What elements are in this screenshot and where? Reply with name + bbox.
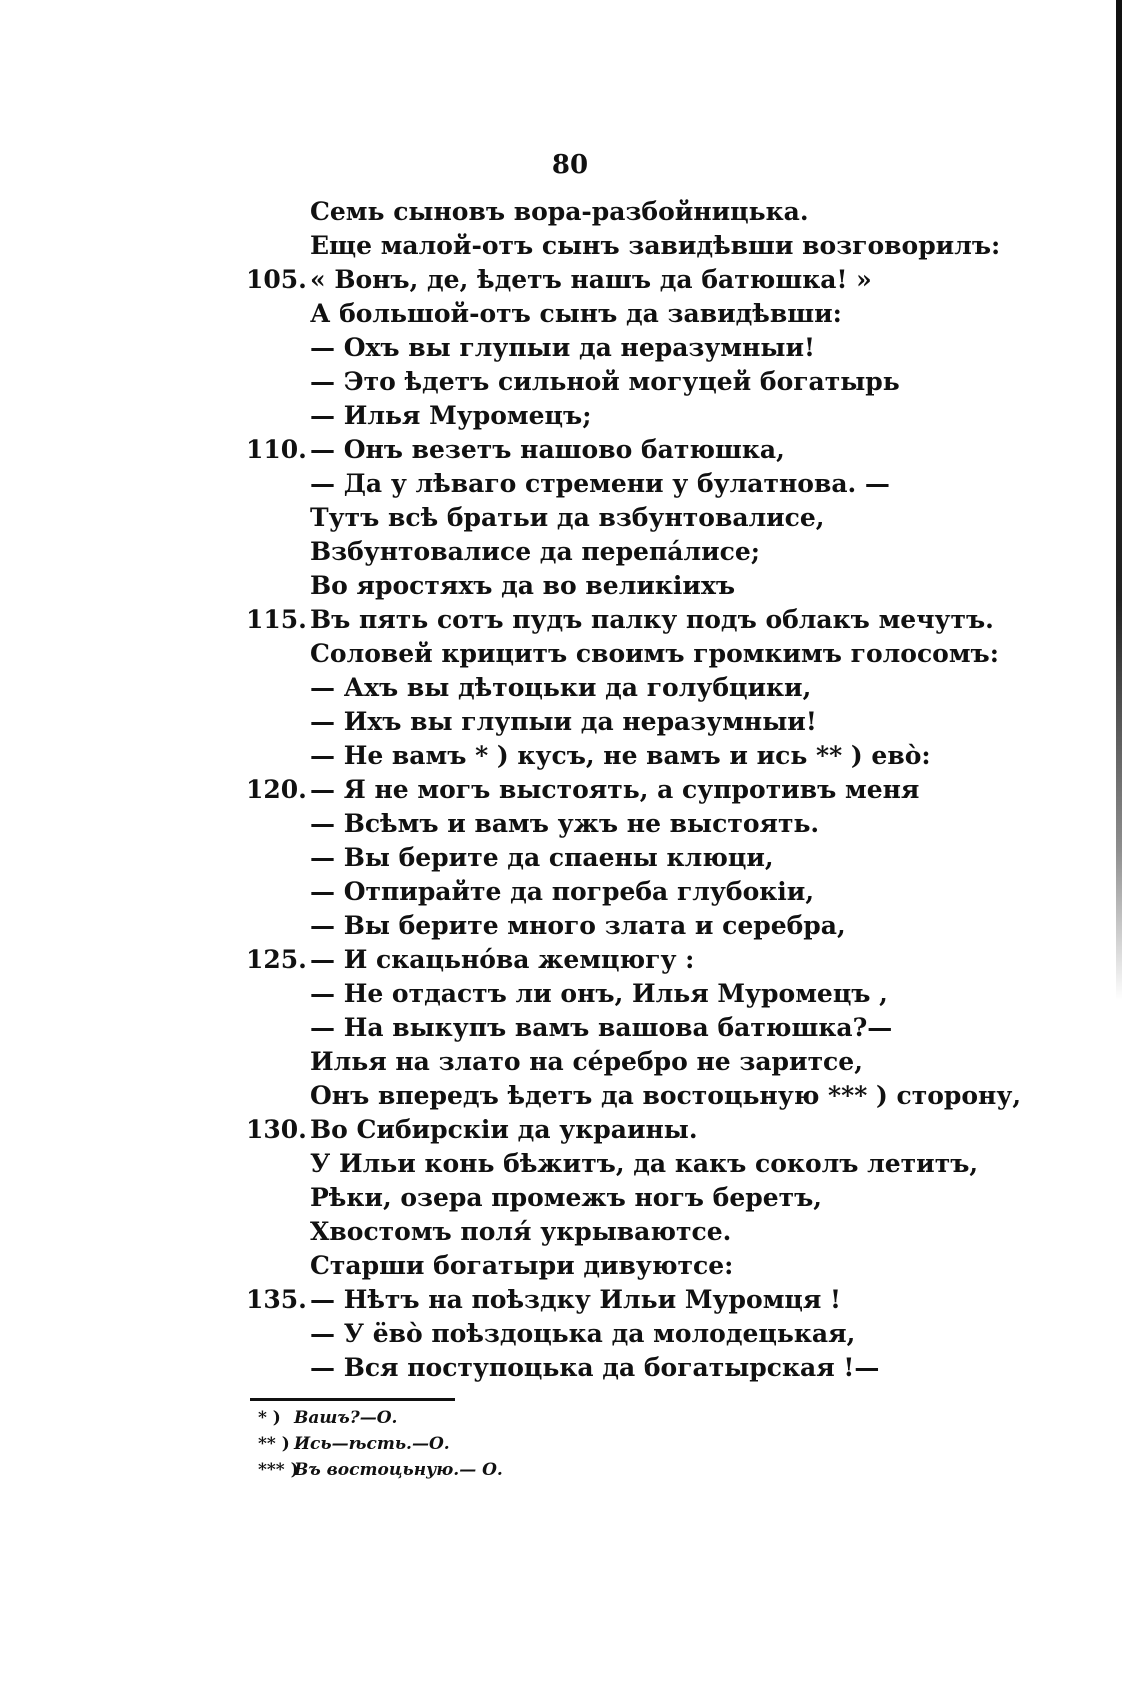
line-text: Соловей крицитъ своимъ громкимъ голосомъ: (310, 639, 999, 668)
poem-line (0, 739, 1140, 773)
line-number: 120. (246, 775, 307, 804)
poem-line (0, 467, 1140, 501)
line-text: А большой-отъ сынъ да завидѣвши: (310, 299, 842, 328)
line-text: — Нѣтъ на поѣздку Ильи Муромця ! (310, 1285, 842, 1314)
footnote-text: Ись—ѣсть.—О. (294, 1434, 450, 1454)
line-text: Онъ впередъ ѣдетъ да востоцьную *** ) сторону, (310, 1081, 1022, 1110)
poem-line (0, 535, 1140, 569)
line-text: — Да у лѣваго стремени у булатнова. — (310, 469, 890, 498)
poem-line (0, 297, 1140, 331)
line-text: — Ахъ вы дѣтоцьки да голубцики, (310, 673, 812, 702)
footnote-text: Въ востоцьную.— О. (294, 1460, 503, 1480)
line-text: Тутъ всѣ братьи да взбунтовалисе, (310, 503, 825, 532)
line-text: — На выкупъ вамъ вашова батюшка?— (310, 1013, 893, 1042)
poem-line (0, 603, 1140, 637)
line-number: 110. (246, 435, 307, 464)
footnote-mark: *** ) (258, 1460, 299, 1480)
line-text: — Илья Муромецъ; (310, 401, 592, 430)
line-text: Семь сыновъ вора-разбойницька. (310, 197, 809, 226)
footnote (258, 1431, 503, 1457)
line-text: — Всѣмъ и вамъ ужъ не выстоять. (310, 809, 820, 838)
poem-line (0, 1249, 1140, 1283)
line-text: Во Сибирскiи да украины. (310, 1115, 698, 1144)
footnote (258, 1405, 503, 1431)
footnote-text: Вашъ?—О. (294, 1408, 398, 1428)
poem-line (0, 1215, 1140, 1249)
line-text: Илья на злато на cépебро не заритсе, (310, 1047, 863, 1076)
poem-line (0, 977, 1140, 1011)
poem-line (0, 943, 1140, 977)
page-number: 80 (551, 150, 589, 180)
poem-line (0, 501, 1140, 535)
poem-line (0, 773, 1140, 807)
line-text: — У ёвò поѣздоцька да молодецькая, (310, 1319, 856, 1348)
line-text: Старши богатыри дивуютсе: (310, 1251, 734, 1280)
poem-line (0, 705, 1140, 739)
poem-line (0, 1011, 1140, 1045)
line-number: 105. (246, 265, 307, 294)
poem-line (0, 1079, 1140, 1113)
line-text: — Ихъ вы глупыи да неразумныи! (310, 707, 817, 736)
line-text: Во яростяхъ да во великiихъ (310, 571, 736, 600)
poem-line (0, 1181, 1140, 1215)
line-number: 125. (246, 945, 307, 974)
line-number: 135. (246, 1285, 307, 1314)
line-text: — Онъ везетъ нашово батюшка, (310, 435, 785, 464)
footnote-mark: ** ) (258, 1434, 290, 1454)
footnotes (258, 1405, 503, 1483)
poem-line (0, 909, 1140, 943)
poem-line (0, 1045, 1140, 1079)
line-text: — Охъ вы глупыи да неразумныи! (310, 333, 815, 362)
line-number: 115. (246, 605, 307, 634)
poem-line (0, 365, 1140, 399)
line-text: У Ильи конь бѣжитъ, да какъ соколъ летитъ, (310, 1149, 979, 1178)
poem-line (0, 569, 1140, 603)
poem-line (0, 195, 1140, 229)
line-text: — Я не могъ выстоять, а супротивъ меня (310, 775, 920, 804)
line-text: — Не вамъ * ) кусъ, не вамъ и ись ** ) евò: (310, 741, 931, 770)
line-text: — Не отдастъ ли онъ, Илья Муромецъ , (310, 979, 888, 1008)
line-text: — Это ѣдетъ сильной могуцей богатырь (310, 367, 900, 396)
line-text: « Вонъ, де, ѣдетъ нашъ да батюшка! » (310, 265, 872, 294)
line-number: 130. (246, 1115, 307, 1144)
line-text: Въ пять сотъ пудъ палку подъ облакъ мечутъ. (310, 605, 994, 634)
line-text: Хвостомъ поля́ укрываютсе. (310, 1217, 732, 1246)
poem-line (0, 637, 1140, 671)
poem-line (0, 1351, 1140, 1385)
poem-line (0, 1113, 1140, 1147)
poem-line (0, 841, 1140, 875)
poem-line (0, 331, 1140, 365)
footnote-rule (250, 1398, 455, 1401)
footnote-mark: * ) (258, 1408, 281, 1428)
line-text: Еще малой-отъ сынъ завидѣвши возговорилъ: (310, 231, 1001, 260)
line-text: — Вы берите много злата и серебра, (310, 911, 846, 940)
line-text: — Вы берите да спаены клюци, (310, 843, 774, 872)
poem-line (0, 1317, 1140, 1351)
poem-line (0, 433, 1140, 467)
line-text: — И скацьнóва жемцюгу : (310, 945, 695, 974)
poem-text (0, 195, 1140, 1385)
line-text: Рѣки, озера промежъ ногъ беретъ, (310, 1183, 823, 1212)
poem-line (0, 875, 1140, 909)
poem-line (0, 399, 1140, 433)
poem-line (0, 807, 1140, 841)
line-text: — Отпирайте да погреба глубокiи, (310, 877, 815, 906)
poem-line (0, 1283, 1140, 1317)
poem-line (0, 229, 1140, 263)
footnote (258, 1457, 503, 1483)
line-text: Взбунтовалисе да перепáлисе; (310, 537, 760, 566)
poem-line (0, 263, 1140, 297)
line-text: — Вся поступоцька да богатырская !— (310, 1353, 880, 1382)
poem-line (0, 1147, 1140, 1181)
poem-line (0, 671, 1140, 705)
